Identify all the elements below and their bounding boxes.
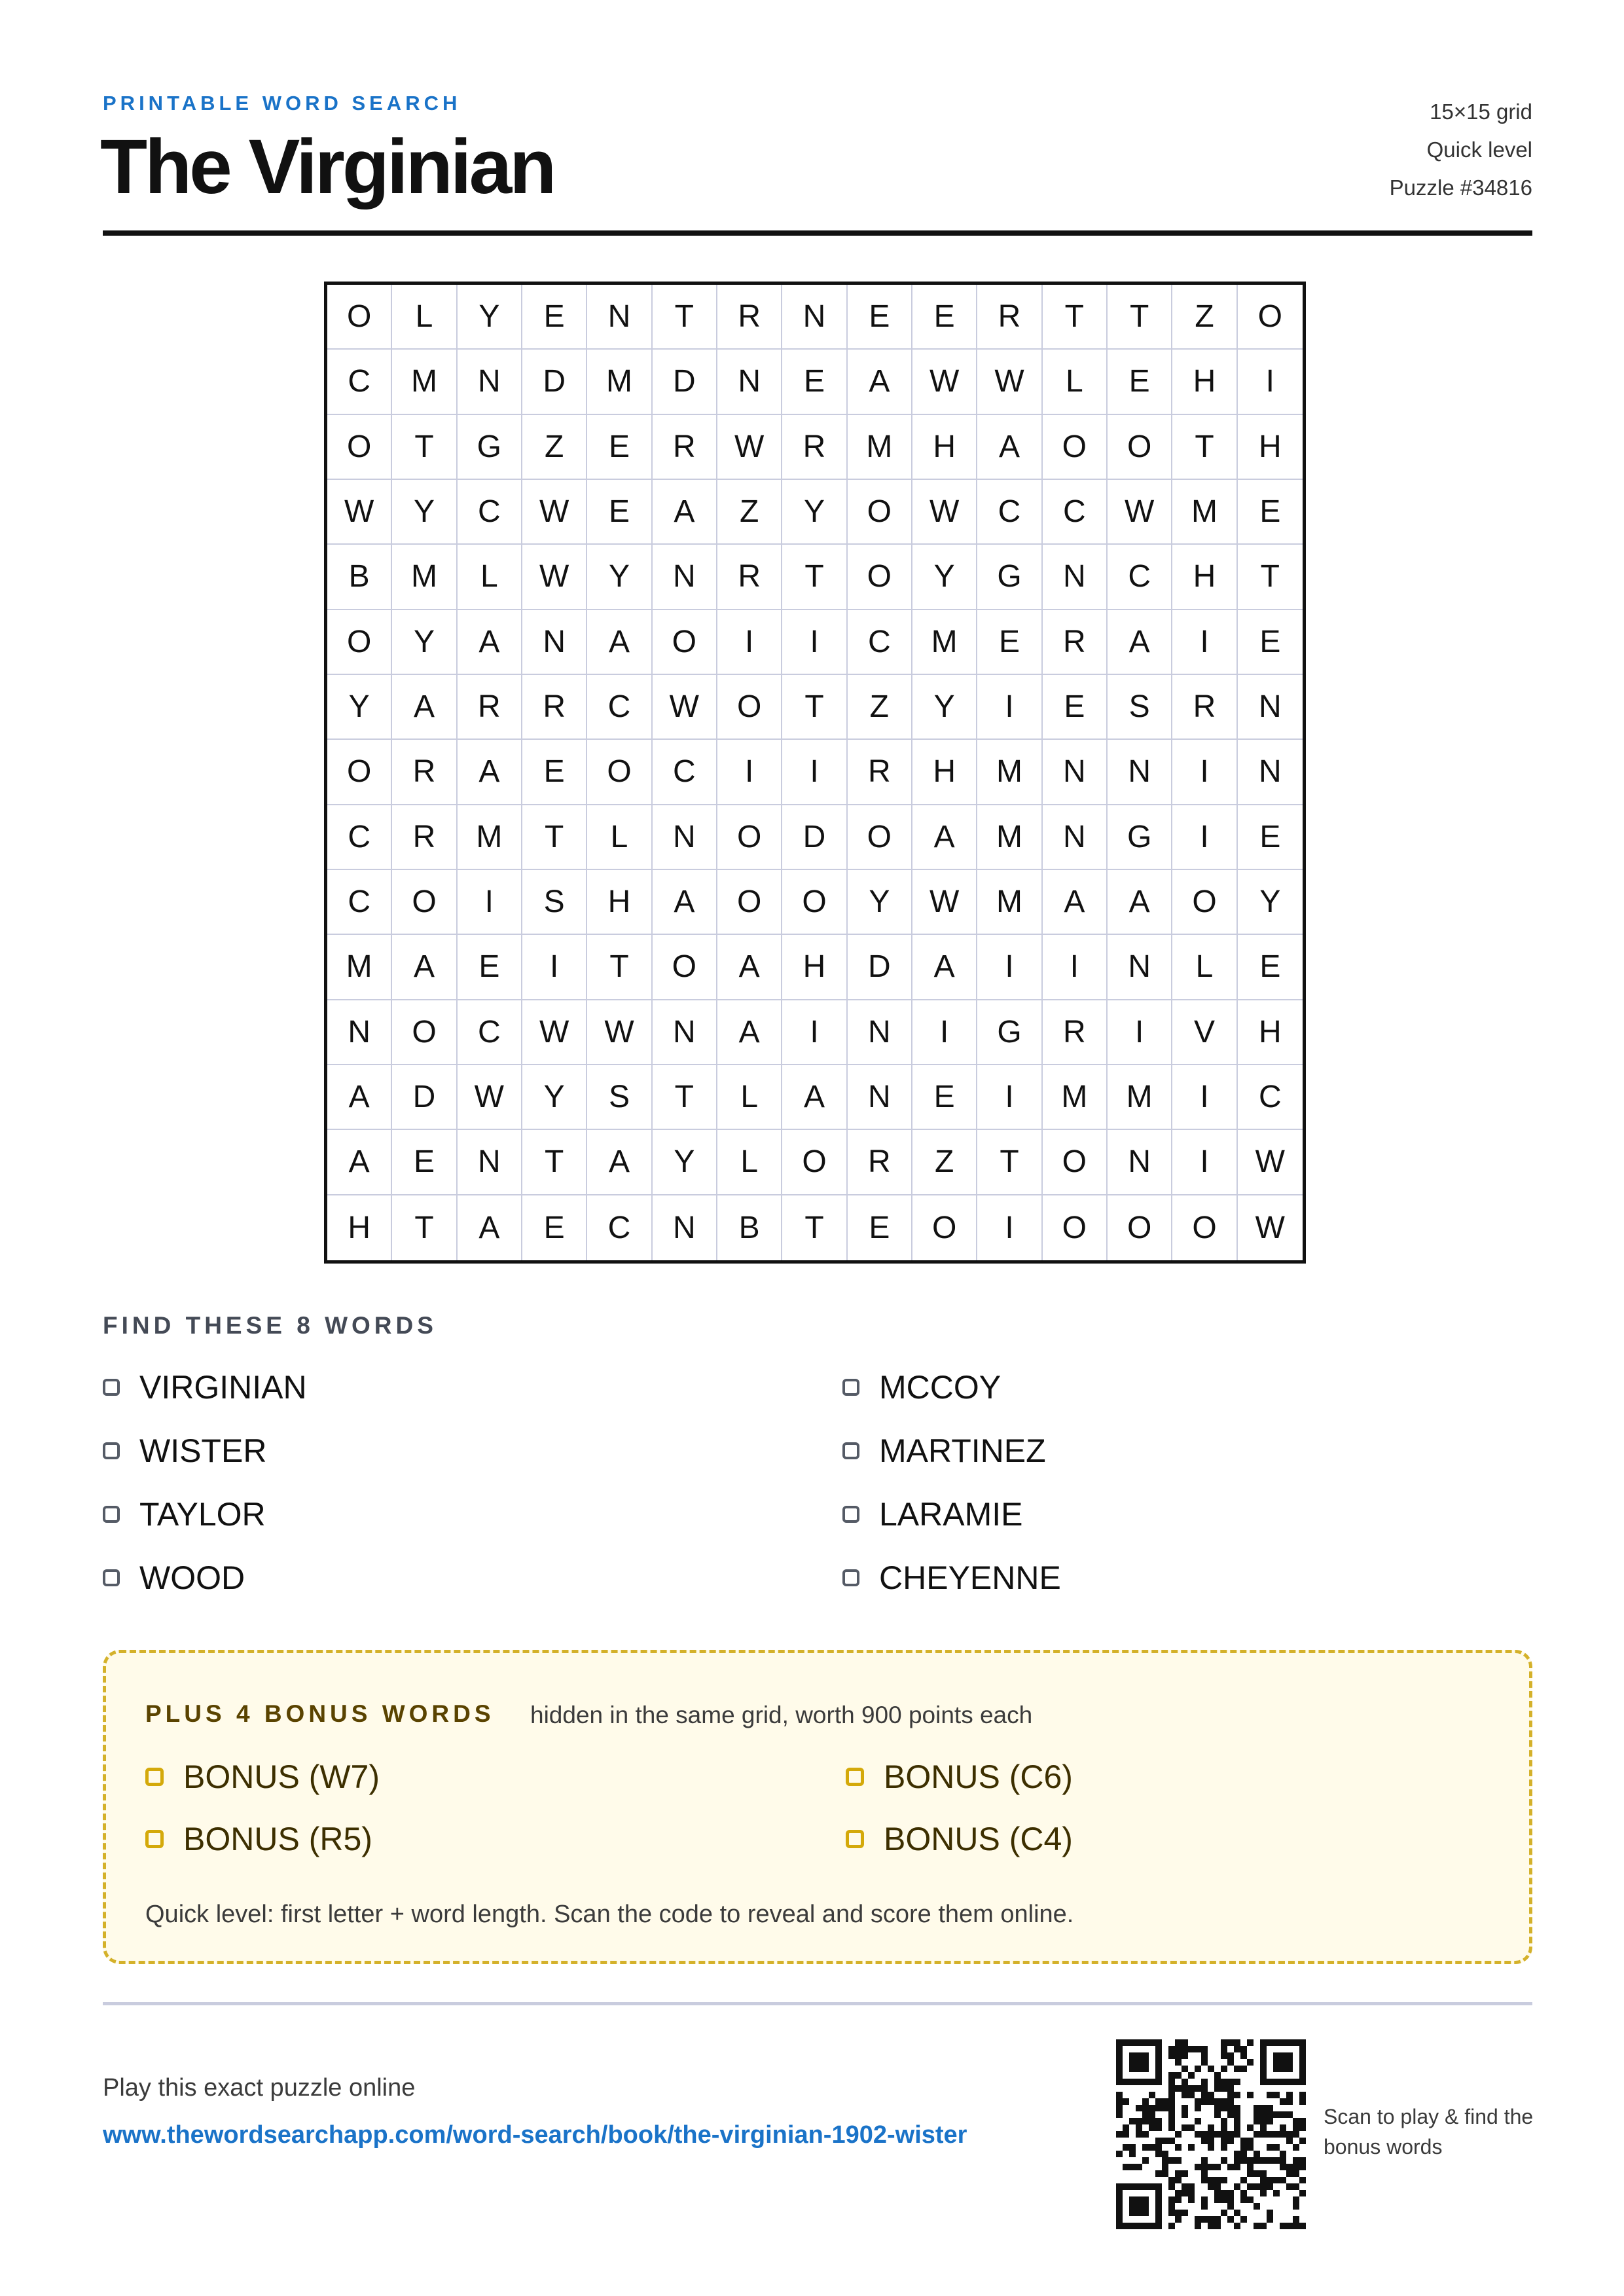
word-item[interactable] (842, 1432, 1046, 1470)
grid-cell[interactable]: N (848, 1000, 912, 1065)
grid-cell[interactable]: Y (458, 285, 522, 350)
grid-cell[interactable]: T (1108, 285, 1172, 350)
word-label: LARAMIE (879, 1496, 1023, 1533)
grid-cell[interactable]: O (1043, 1130, 1108, 1195)
grid-cell[interactable]: O (653, 610, 717, 675)
word-item[interactable] (842, 1559, 1061, 1597)
grid-cell[interactable]: E (848, 285, 912, 350)
grid-cell[interactable]: E (848, 1195, 912, 1260)
grid-cell[interactable]: A (327, 1065, 392, 1130)
grid-cell[interactable]: E (392, 1130, 457, 1195)
grid-cell[interactable]: B (327, 545, 392, 610)
grid-cell[interactable]: L (458, 545, 522, 610)
grid-cell[interactable]: T (782, 545, 847, 610)
word-label: WISTER (139, 1432, 267, 1469)
grid-cell[interactable]: A (1108, 870, 1172, 935)
checkbox-icon[interactable] (846, 1830, 864, 1848)
bonus-subtitle: hidden in the same grid, worth 900 points each (530, 1702, 1033, 1728)
grid-cell[interactable]: Y (522, 1065, 587, 1130)
grid-cell[interactable]: W (522, 545, 587, 610)
grid-cell[interactable]: D (848, 935, 912, 1000)
grid-cell[interactable]: G (977, 545, 1042, 610)
grid-cell[interactable]: O (912, 1195, 977, 1260)
grid-cell[interactable]: C (1108, 545, 1172, 610)
grid-cell[interactable]: T (392, 1195, 457, 1260)
grid-cell[interactable]: W (912, 350, 977, 414)
grid-cell[interactable]: H (1172, 350, 1237, 414)
grid-cell[interactable]: N (458, 350, 522, 414)
grid-cell[interactable]: O (1043, 1195, 1108, 1260)
grid-cell[interactable]: O (1172, 870, 1237, 935)
grid-cell[interactable]: A (327, 1130, 392, 1195)
grid-cell[interactable]: G (458, 415, 522, 480)
grid-cell[interactable]: Z (1172, 285, 1237, 350)
grid-cell[interactable]: E (522, 285, 587, 350)
grid-cell[interactable]: R (848, 740, 912, 805)
grid-cell[interactable]: I (522, 935, 587, 1000)
checkbox-icon[interactable] (842, 1569, 859, 1586)
grid-cell[interactable]: T (392, 415, 457, 480)
grid-cell[interactable]: I (977, 935, 1042, 1000)
grid-cell[interactable]: M (977, 805, 1042, 870)
grid-cell[interactable]: R (848, 1130, 912, 1195)
puzzle-number-label: Puzzle #34816 (1389, 175, 1532, 200)
grid-cell[interactable]: G (1108, 805, 1172, 870)
grid-cell[interactable]: H (587, 870, 652, 935)
grid-cell[interactable]: L (717, 1130, 782, 1195)
grid-cell[interactable]: E (1043, 675, 1108, 740)
checkbox-icon[interactable] (103, 1379, 120, 1396)
word-label: MCCOY (879, 1369, 1001, 1406)
grid-cell[interactable]: T (782, 675, 847, 740)
grid-cell[interactable]: W (912, 480, 977, 545)
grid-cell[interactable]: E (1238, 805, 1303, 870)
grid-cell[interactable]: R (522, 675, 587, 740)
grid-cell[interactable]: E (977, 610, 1042, 675)
grid-cell[interactable]: I (1172, 740, 1237, 805)
grid-cell[interactable]: A (912, 935, 977, 1000)
grid-cell[interactable]: M (587, 350, 652, 414)
checkbox-icon[interactable] (145, 1768, 164, 1786)
grid-cell[interactable]: I (977, 1065, 1042, 1130)
grid-cell[interactable]: I (782, 1000, 847, 1065)
letter-grid (324, 282, 1306, 1264)
grid-cell[interactable]: D (522, 350, 587, 414)
word-list-heading: FIND THESE 8 WORDS (103, 1312, 437, 1339)
grid-cell[interactable]: S (1108, 675, 1172, 740)
grid-cell[interactable]: Y (782, 480, 847, 545)
grid-cell[interactable]: V (1172, 1000, 1237, 1065)
grid-cell[interactable]: N (1108, 740, 1172, 805)
grid-cell[interactable]: Z (717, 480, 782, 545)
bonus-word-label: BONUS (C6) (884, 1758, 1073, 1795)
grid-cell[interactable]: W (1255, 1210, 1285, 1245)
grid-cell[interactable]: A (392, 935, 457, 1000)
checkbox-icon[interactable] (846, 1768, 864, 1786)
grid-cell[interactable]: R (1043, 1000, 1108, 1065)
grid-cell[interactable]: N (717, 350, 782, 414)
grid-cell[interactable]: N (1043, 545, 1108, 610)
grid-cell[interactable]: N (1238, 675, 1303, 740)
checkbox-icon[interactable] (103, 1506, 120, 1523)
grid-cell[interactable]: R (717, 545, 782, 610)
grid-cell[interactable]: A (717, 935, 782, 1000)
grid-cell[interactable]: I (717, 740, 782, 805)
grid-cell[interactable]: N (1108, 935, 1172, 1000)
grid-cell[interactable]: H (912, 740, 977, 805)
grid-cell[interactable]: Y (653, 1130, 717, 1195)
grid-cell[interactable]: T (587, 935, 652, 1000)
grid-cell[interactable]: Y (392, 480, 457, 545)
grid-cell[interactable]: Z (912, 1130, 977, 1195)
grid-cell[interactable]: O (848, 545, 912, 610)
grid-cell[interactable]: A (458, 610, 522, 675)
grid-cell[interactable]: E (1238, 610, 1303, 675)
kicker-label: PRINTABLE WORD SEARCH (103, 92, 461, 115)
grid-cell[interactable]: C (1043, 480, 1108, 545)
grid-cell[interactable]: M (392, 545, 457, 610)
grid-cell[interactable]: O (717, 675, 782, 740)
grid-cell[interactable]: R (1172, 675, 1237, 740)
grid-cell[interactable]: M (912, 610, 977, 675)
grid-cell[interactable]: T (1172, 415, 1237, 480)
checkbox-icon[interactable] (842, 1506, 859, 1523)
grid-cell[interactable]: N (327, 1000, 392, 1065)
grid-cell[interactable]: T (653, 285, 717, 350)
grid-cell[interactable]: T (653, 1065, 717, 1130)
grid-cell[interactable]: M (1108, 1065, 1172, 1130)
grid-cell[interactable]: R (392, 805, 457, 870)
grid-cell[interactable]: O (327, 610, 392, 675)
grid-cell[interactable]: O (1172, 1195, 1237, 1260)
grid-cell[interactable]: H (327, 1195, 392, 1260)
grid-cell[interactable]: C (587, 1195, 652, 1260)
word-label: VIRGINIAN (139, 1369, 307, 1406)
grid-cell[interactable]: O (327, 740, 392, 805)
grid-cell[interactable]: I (977, 1195, 1042, 1260)
grid-cell[interactable]: C (327, 805, 392, 870)
grid-cell[interactable]: W (717, 415, 782, 480)
grid-cell[interactable]: N (458, 1130, 522, 1195)
grid-cell[interactable]: O (1108, 415, 1172, 480)
grid-cell[interactable]: A (653, 870, 717, 935)
word-label: TAYLOR (139, 1496, 266, 1533)
grid-cell[interactable]: O (782, 870, 847, 935)
grid-cell[interactable]: W (327, 480, 392, 545)
grid-cell[interactable]: C (327, 870, 392, 935)
grid-cell[interactable]: M (458, 805, 522, 870)
bonus-word-item[interactable] (846, 1758, 1073, 1796)
grid-cell[interactable]: A (977, 415, 1042, 480)
word-label: WOOD (139, 1559, 245, 1596)
grid-cell[interactable]: O (848, 805, 912, 870)
grid-cell[interactable]: E (522, 1195, 587, 1260)
play-online-link[interactable]: www.thewordsearchapp.com/word-search/book/the-virginian-1902-wister (103, 2121, 967, 2149)
grid-cell[interactable]: D (653, 350, 717, 414)
grid-cell[interactable]: L (392, 285, 457, 350)
checkbox-icon[interactable] (842, 1442, 859, 1459)
grid-cell[interactable]: O (717, 805, 782, 870)
grid-cell[interactable]: N (782, 285, 847, 350)
grid-cell[interactable]: M (977, 740, 1042, 805)
grid-cell[interactable]: O (327, 415, 392, 480)
grid-cell[interactable]: I (782, 740, 847, 805)
grid-cell[interactable]: E (1238, 935, 1303, 1000)
bonus-panel (103, 1650, 1532, 1964)
grid-cell[interactable]: O (392, 870, 457, 935)
grid-cell[interactable]: H (782, 935, 847, 1000)
grid-cell[interactable]: O (1108, 1195, 1172, 1260)
grid-cell[interactable]: H (1238, 415, 1303, 480)
word-item[interactable] (103, 1368, 307, 1406)
grid-cell[interactable]: W (587, 1000, 652, 1065)
grid-cell[interactable]: Y (912, 545, 977, 610)
play-online-label: Play this exact puzzle online (103, 2074, 416, 2102)
grid-cell[interactable]: O (782, 1130, 847, 1195)
grid-cell[interactable]: N (1043, 740, 1108, 805)
grid-size-label: 15×15 grid (1430, 100, 1532, 124)
grid-cell[interactable]: M (848, 415, 912, 480)
grid-cell[interactable]: I (1043, 935, 1108, 1000)
grid-cell[interactable]: C (848, 610, 912, 675)
grid-cell[interactable]: H (912, 415, 977, 480)
grid-cell[interactable]: G (977, 1000, 1042, 1065)
grid-cell[interactable]: H (1238, 1000, 1303, 1065)
grid-cell[interactable]: A (587, 610, 652, 675)
grid-cell[interactable]: L (717, 1065, 782, 1130)
grid-cell[interactable]: A (458, 1195, 522, 1260)
grid-cell[interactable]: A (458, 740, 522, 805)
grid-cell[interactable]: W (1238, 1130, 1303, 1195)
checkbox-icon[interactable] (103, 1442, 120, 1459)
grid-cell[interactable]: E (587, 415, 652, 480)
bonus-word-item[interactable] (145, 1820, 372, 1858)
grid-cell[interactable]: W (522, 1000, 587, 1065)
grid-cell[interactable]: N (653, 805, 717, 870)
grid-cell[interactable]: W (977, 350, 1042, 414)
grid-cell[interactable]: A (848, 350, 912, 414)
grid-cell[interactable]: O (1238, 285, 1303, 350)
grid-cell[interactable]: T (1043, 285, 1108, 350)
grid-cell[interactable]: E (1238, 480, 1303, 545)
grid-cell[interactable]: T (522, 805, 587, 870)
grid-cell[interactable]: N (653, 1195, 717, 1260)
grid-cell[interactable]: E (782, 350, 847, 414)
grid-cell[interactable]: W (912, 870, 977, 935)
word-label: MARTINEZ (879, 1432, 1046, 1469)
grid-cell[interactable]: W (458, 1065, 522, 1130)
checkbox-icon[interactable] (842, 1379, 859, 1396)
grid-cell[interactable]: O (1043, 415, 1108, 480)
grid-cell[interactable]: I (458, 870, 522, 935)
grid-cell[interactable]: R (782, 415, 847, 480)
grid-cell[interactable]: A (587, 1130, 652, 1195)
grid-cell[interactable]: M (392, 350, 457, 414)
grid-cell[interactable]: C (1238, 1065, 1303, 1130)
grid-cell[interactable]: Y (1238, 870, 1303, 935)
grid-cell[interactable]: N (653, 545, 717, 610)
grid-cell[interactable]: Z (848, 675, 912, 740)
word-item[interactable] (103, 1495, 266, 1533)
grid-cell[interactable]: C (327, 350, 392, 414)
qr-code-icon[interactable] (1116, 2039, 1306, 2229)
grid-cell[interactable]: D (782, 805, 847, 870)
grid-cell[interactable]: Y (912, 675, 977, 740)
grid-cell[interactable]: O (327, 285, 392, 350)
grid-cell[interactable]: A (1108, 610, 1172, 675)
grid-cell[interactable]: W (522, 480, 587, 545)
grid-cell[interactable]: E (522, 740, 587, 805)
grid-cell[interactable]: Y (327, 675, 392, 740)
grid-cell[interactable]: M (1172, 480, 1237, 545)
grid-cell[interactable]: A (782, 1065, 847, 1130)
grid-cell[interactable]: R (1043, 610, 1108, 675)
scan-instructions: Scan to play & find the bonus words (1324, 2105, 1534, 2159)
grid-cell[interactable]: N (587, 285, 652, 350)
grid-cell[interactable]: L (587, 805, 652, 870)
word-label: CHEYENNE (879, 1559, 1061, 1596)
checkbox-icon[interactable] (145, 1830, 164, 1848)
grid-cell[interactable]: Z (522, 415, 587, 480)
grid-cell[interactable]: E (1108, 350, 1172, 414)
grid-cell[interactable]: M (977, 870, 1042, 935)
grid-cell[interactable]: W (1108, 480, 1172, 545)
grid-cell[interactable]: E (912, 285, 977, 350)
grid-cell[interactable]: R (458, 675, 522, 740)
grid-cell[interactable]: T (977, 1130, 1042, 1195)
grid-cell[interactable]: N (1238, 740, 1303, 805)
grid-cell[interactable]: I (782, 610, 847, 675)
puzzle-meta (1390, 93, 1532, 207)
grid-cell[interactable]: C (458, 1000, 522, 1065)
bonus-note: Quick level: first letter + word length. Scan the code to reveal and score them online. (145, 1901, 1074, 1928)
footer-divider (103, 2002, 1532, 2005)
grid-cell[interactable]: T (1238, 545, 1303, 610)
grid-cell[interactable]: I (977, 675, 1042, 740)
grid-cell[interactable]: N (653, 1000, 717, 1065)
grid-cell[interactable]: O (717, 870, 782, 935)
bonus-word-item[interactable] (846, 1820, 1073, 1858)
grid-cell[interactable]: E (458, 935, 522, 1000)
bonus-word-item[interactable] (145, 1758, 380, 1796)
grid-cell[interactable]: N (522, 610, 587, 675)
grid-cell[interactable]: A (1043, 870, 1108, 935)
word-item[interactable] (103, 1559, 245, 1597)
grid-cell[interactable]: C (587, 675, 652, 740)
grid-cell[interactable]: E (587, 480, 652, 545)
header-divider (103, 230, 1532, 236)
grid-cell[interactable]: O (653, 935, 717, 1000)
grid-cell[interactable]: Y (848, 870, 912, 935)
grid-cell[interactable]: N (848, 1065, 912, 1130)
grid-cell[interactable]: Y (587, 545, 652, 610)
grid-cell[interactable]: C (458, 480, 522, 545)
grid-cell[interactable]: O (848, 480, 912, 545)
word-item[interactable] (103, 1432, 266, 1470)
word-item[interactable] (842, 1495, 1023, 1533)
grid-cell[interactable]: S (522, 870, 587, 935)
grid-cell[interactable]: C (653, 740, 717, 805)
bonus-heading: PLUS 4 BONUS WORDS (145, 1700, 495, 1727)
grid-cell[interactable]: I (1172, 1065, 1237, 1130)
grid-cell[interactable]: N (1108, 1130, 1172, 1195)
grid-cell[interactable]: A (392, 675, 457, 740)
grid-cell[interactable]: W (653, 675, 717, 740)
grid-cell[interactable]: O (392, 1000, 457, 1065)
grid-cell[interactable]: L (1043, 350, 1108, 414)
grid-cell[interactable]: A (717, 1000, 782, 1065)
grid-cell[interactable]: I (1172, 805, 1237, 870)
grid-cell[interactable]: I (717, 610, 782, 675)
grid-cell[interactable]: S (587, 1065, 652, 1130)
grid-cell[interactable]: T (782, 1195, 847, 1260)
grid-cell[interactable]: R (717, 285, 782, 350)
grid-cell[interactable]: M (1043, 1065, 1108, 1130)
grid-cell[interactable]: E (912, 1065, 977, 1130)
grid-cell[interactable]: I (1172, 1130, 1237, 1195)
grid-cell[interactable]: Y (392, 610, 457, 675)
grid-cell[interactable]: T (522, 1130, 587, 1195)
grid-cell[interactable]: A (912, 805, 977, 870)
grid-cell[interactable]: H (1172, 545, 1237, 610)
grid-cell[interactable]: C (977, 480, 1042, 545)
bonus-word-label: BONUS (C4) (884, 1821, 1073, 1857)
grid-cell[interactable]: I (1108, 1000, 1172, 1065)
grid-cell[interactable]: M (327, 935, 392, 1000)
grid-cell[interactable]: R (392, 740, 457, 805)
grid-cell[interactable]: R (653, 415, 717, 480)
grid-cell[interactable]: O (587, 740, 652, 805)
grid-cell[interactable]: N (1043, 805, 1108, 870)
page-title: The Virginian (100, 124, 554, 210)
bonus-word-label: BONUS (R5) (183, 1821, 372, 1857)
grid-cell[interactable]: I (1238, 350, 1303, 414)
checkbox-icon[interactable] (103, 1569, 120, 1586)
grid-cell[interactable]: R (977, 285, 1042, 350)
level-label: Quick level (1426, 137, 1532, 162)
grid-cell[interactable]: I (1172, 610, 1237, 675)
grid-cell[interactable]: I (912, 1000, 977, 1065)
bonus-word-label: BONUS (W7) (183, 1758, 380, 1795)
grid-cell[interactable]: D (392, 1065, 457, 1130)
grid-cell[interactable]: A (653, 480, 717, 545)
word-item[interactable] (842, 1368, 1001, 1406)
grid-cell[interactable]: L (1172, 935, 1237, 1000)
grid-cell[interactable]: B (717, 1195, 782, 1260)
